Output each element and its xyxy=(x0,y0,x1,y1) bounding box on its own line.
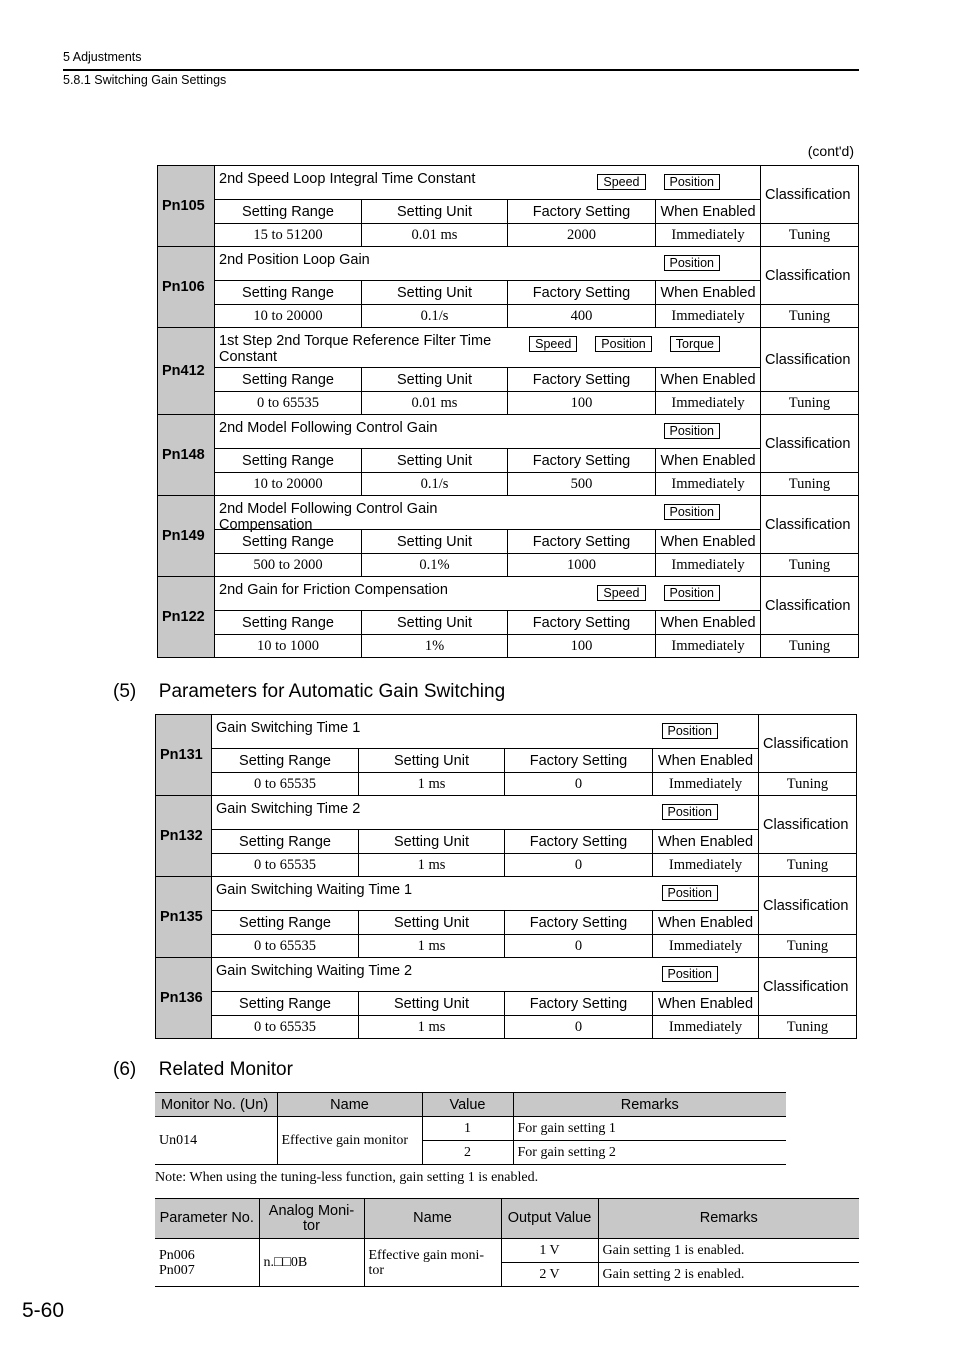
parameter-code: Pn105 xyxy=(158,166,215,247)
setting-range-header: Setting Range xyxy=(215,530,362,554)
parameter-title-cell xyxy=(215,166,761,200)
mode-tag-torque: Torque xyxy=(670,336,720,352)
when-enabled-header: When Enabled xyxy=(656,611,761,635)
analog-output-1: 1 V xyxy=(501,1239,598,1263)
mode-tags xyxy=(662,723,718,739)
setting-range-value: 10 to 20000 xyxy=(215,305,362,328)
setting-range-header: Setting Range xyxy=(215,281,362,305)
section-6-number: (6) xyxy=(113,1059,137,1080)
setting-unit-value: 1 ms xyxy=(359,854,505,877)
monitor-header-name: Name xyxy=(277,1093,422,1117)
parameter-code: Pn149 xyxy=(158,496,215,577)
classification-label: Classification xyxy=(759,715,857,773)
when-enabled-header: When Enabled xyxy=(656,368,761,392)
monitor-table xyxy=(155,1092,786,1165)
factory-setting-header: Factory Setting xyxy=(508,368,656,392)
parameter-title: 2nd Position Loop Gain xyxy=(219,252,370,268)
factory-setting-value: 0 xyxy=(505,1016,653,1039)
when-enabled-value: Immediately xyxy=(653,935,759,958)
factory-setting-value: 0 xyxy=(505,773,653,796)
classification-label: Classification xyxy=(759,796,857,854)
mode-tag-speed: Speed xyxy=(597,585,645,601)
factory-setting-value: 0 xyxy=(505,854,653,877)
parameter-title-cell xyxy=(215,328,761,368)
mode-tags xyxy=(662,966,718,982)
setting-range-value: 0 to 65535 xyxy=(212,773,359,796)
setting-unit-header: Setting Unit xyxy=(359,992,505,1016)
classification-label: Classification xyxy=(761,247,859,305)
classification-label: Classification xyxy=(761,496,859,554)
when-enabled-header: When Enabled xyxy=(656,281,761,305)
analog-header-name: Name xyxy=(364,1199,501,1239)
factory-setting-value: 1000 xyxy=(508,554,656,577)
setting-unit-value: 0.1/s xyxy=(362,305,508,328)
section-6-heading xyxy=(113,1059,293,1081)
factory-setting-value: 400 xyxy=(508,305,656,328)
setting-range-value: 10 to 20000 xyxy=(215,473,362,496)
parameter-title: Gain Switching Waiting Time 1 xyxy=(216,882,413,898)
mode-tag-position: Position xyxy=(664,504,720,520)
setting-range-value: 0 to 65535 xyxy=(212,1016,359,1039)
parameter-table-pn135 xyxy=(155,876,857,958)
analog-output-2: 2 V xyxy=(501,1263,598,1287)
monitor-no: Un014 xyxy=(155,1117,277,1165)
mode-tag-position: Position xyxy=(595,336,651,352)
when-enabled-value: Immediately xyxy=(656,473,761,496)
when-enabled-value: Immediately xyxy=(653,1016,759,1039)
setting-unit-value: 0.1/s xyxy=(362,473,508,496)
parameter-title-cell xyxy=(212,877,759,911)
mode-tag-position: Position xyxy=(664,255,720,271)
setting-unit-header: Setting Unit xyxy=(362,530,508,554)
parameter-table-pn106 xyxy=(157,246,859,328)
analog-header-monitor: Analog Moni- tor xyxy=(259,1199,364,1239)
setting-unit-value: 0.01 ms xyxy=(362,392,508,415)
section-header: 5.8.1 Switching Gain Settings xyxy=(63,73,227,87)
parameter-table-pn136 xyxy=(155,957,857,1039)
setting-unit-header: Setting Unit xyxy=(362,281,508,305)
parameter-table-pn105 xyxy=(157,165,859,247)
setting-unit-header: Setting Unit xyxy=(359,749,505,773)
section-6-title: Related Monitor xyxy=(158,1059,293,1080)
when-enabled-value: Immediately xyxy=(656,635,761,658)
factory-setting-header: Factory Setting xyxy=(508,530,656,554)
analog-header-remarks: Remarks xyxy=(598,1199,859,1239)
when-enabled-header: When Enabled xyxy=(653,992,759,1016)
setting-range-value: 10 to 1000 xyxy=(215,635,362,658)
factory-setting-header: Factory Setting xyxy=(505,992,653,1016)
mode-tag-speed: Speed xyxy=(529,336,577,352)
factory-setting-value: 100 xyxy=(508,635,656,658)
classification-label: Classification xyxy=(761,166,859,224)
parameter-table-pn122 xyxy=(157,576,859,658)
when-enabled-header: When Enabled xyxy=(656,449,761,473)
classification-value: Tuning xyxy=(761,473,859,496)
analog-monitor-table xyxy=(155,1198,859,1287)
factory-setting-header: Factory Setting xyxy=(505,911,653,935)
mode-tag-position: Position xyxy=(664,174,720,190)
parameter-title-cell xyxy=(212,958,759,992)
mode-tag-position: Position xyxy=(662,885,718,901)
parameter-code: Pn148 xyxy=(158,415,215,496)
mode-tag-position: Position xyxy=(662,966,718,982)
parameter-title: 2nd Model Following Control Gain Compensation xyxy=(219,501,438,533)
analog-param-numbers xyxy=(155,1239,259,1287)
monitor-header-remarks: Remarks xyxy=(513,1093,786,1117)
parameter-title-cell xyxy=(215,496,761,533)
factory-setting-header: Factory Setting xyxy=(505,749,653,773)
factory-setting-header: Factory Setting xyxy=(508,449,656,473)
classification-value: Tuning xyxy=(759,1016,857,1039)
when-enabled-value: Immediately xyxy=(653,854,759,877)
setting-unit-value: 1 ms xyxy=(359,935,505,958)
monitor-value-1: 1 xyxy=(422,1117,513,1141)
mode-tags xyxy=(662,804,718,820)
parameter-code: Pn135 xyxy=(156,877,212,958)
when-enabled-value: Immediately xyxy=(656,224,761,247)
setting-range-header: Setting Range xyxy=(212,830,359,854)
when-enabled-value: Immediately xyxy=(656,392,761,415)
parameter-title-cell xyxy=(212,715,759,749)
parameter-code: Pn412 xyxy=(158,328,215,415)
parameter-title: 1st Step 2nd Torque Reference Filter Time Constant xyxy=(219,333,492,365)
classification-label: Classification xyxy=(761,415,859,473)
when-enabled-value: Immediately xyxy=(653,773,759,796)
chapter-header: 5 Adjustments xyxy=(63,50,142,64)
setting-range-value: 0 to 65535 xyxy=(212,935,359,958)
parameter-code: Pn132 xyxy=(156,796,212,877)
classification-label: Classification xyxy=(761,577,859,635)
setting-range-header: Setting Range xyxy=(212,911,359,935)
mode-tags xyxy=(597,585,720,601)
factory-setting-value: 2000 xyxy=(508,224,656,247)
parameter-title: 2nd Model Following Control Gain xyxy=(219,420,438,436)
setting-unit-header: Setting Unit xyxy=(362,368,508,392)
header-rule xyxy=(63,69,859,71)
page-number: 5-60 xyxy=(22,1299,65,1322)
setting-unit-value: 0.1% xyxy=(362,554,508,577)
setting-range-header: Setting Range xyxy=(215,368,362,392)
factory-setting-value: 0 xyxy=(505,935,653,958)
setting-range-header: Setting Range xyxy=(215,611,362,635)
monitor-remark-1: For gain setting 1 xyxy=(513,1117,786,1141)
mode-tags xyxy=(529,336,720,352)
analog-code: n.□□0B xyxy=(259,1239,364,1287)
note-text: Note: When using the tuning-less function, gain setting 1 is enabled. xyxy=(155,1170,539,1185)
mode-tag-speed: Speed xyxy=(597,174,645,190)
mode-tag-position: Position xyxy=(662,804,718,820)
setting-unit-header: Setting Unit xyxy=(359,830,505,854)
mode-tags xyxy=(662,885,718,901)
parameter-title: Gain Switching Time 1 xyxy=(216,720,361,736)
setting-range-header: Setting Range xyxy=(215,200,362,224)
parameter-code: Pn106 xyxy=(158,247,215,328)
classification-label: Classification xyxy=(759,958,857,1016)
parameter-title-cell xyxy=(215,415,761,449)
setting-range-value: 0 to 65535 xyxy=(215,392,362,415)
monitor-header-value: Value xyxy=(422,1093,513,1117)
factory-setting-value: 100 xyxy=(508,392,656,415)
parameter-table-pn148 xyxy=(157,414,859,496)
analog-header-param: Parameter No. xyxy=(155,1199,259,1239)
when-enabled-header: When Enabled xyxy=(653,911,759,935)
analog-remark-1: Gain setting 1 is enabled. xyxy=(598,1239,859,1263)
factory-setting-header: Factory Setting xyxy=(508,281,656,305)
setting-unit-header: Setting Unit xyxy=(362,611,508,635)
setting-unit-value: 1% xyxy=(362,635,508,658)
parameter-title-cell xyxy=(215,577,761,611)
setting-range-value: 0 to 65535 xyxy=(212,854,359,877)
parameter-title-cell xyxy=(215,247,761,281)
classification-value: Tuning xyxy=(761,554,859,577)
classification-label: Classification xyxy=(761,328,859,392)
mode-tag-position: Position xyxy=(662,723,718,739)
parameter-code: Pn136 xyxy=(156,958,212,1039)
parameter-tables-top xyxy=(157,165,859,658)
section-5-heading xyxy=(113,681,505,703)
parameter-table-pn132 xyxy=(155,795,857,877)
analog-header-output: Output Value xyxy=(501,1199,598,1239)
setting-range-value: 500 to 2000 xyxy=(215,554,362,577)
when-enabled-header: When Enabled xyxy=(653,830,759,854)
factory-setting-header: Factory Setting xyxy=(508,200,656,224)
parameter-title: 2nd Gain for Friction Compensation xyxy=(219,582,448,598)
factory-setting-header: Factory Setting xyxy=(508,611,656,635)
parameter-tables-auto xyxy=(155,714,857,1039)
classification-value: Tuning xyxy=(761,305,859,328)
setting-unit-header: Setting Unit xyxy=(359,911,505,935)
classification-value: Tuning xyxy=(759,773,857,796)
mode-tag-position: Position xyxy=(664,423,720,439)
mode-tags xyxy=(597,174,720,190)
setting-unit-value: 0.01 ms xyxy=(362,224,508,247)
parameter-code: Pn122 xyxy=(158,577,215,658)
parameter-title: Gain Switching Time 2 xyxy=(216,801,361,817)
mode-tags xyxy=(664,504,720,520)
classification-value: Tuning xyxy=(761,392,859,415)
parameter-title-cell xyxy=(212,796,759,830)
parameter-table-pn412 xyxy=(157,327,859,415)
classification-label: Classification xyxy=(759,877,857,935)
setting-range-value: 15 to 51200 xyxy=(215,224,362,247)
monitor-value-2: 2 xyxy=(422,1141,513,1165)
classification-value: Tuning xyxy=(759,854,857,877)
monitor-header-no: Monitor No. (Un) xyxy=(155,1093,277,1117)
when-enabled-value: Immediately xyxy=(656,305,761,328)
classification-value: Tuning xyxy=(761,224,859,247)
parameter-table-pn131 xyxy=(155,714,857,796)
classification-value: Tuning xyxy=(759,935,857,958)
when-enabled-value: Immediately xyxy=(656,554,761,577)
parameter-title: 2nd Speed Loop Integral Time Constant xyxy=(219,171,476,187)
classification-value: Tuning xyxy=(761,635,859,658)
setting-unit-header: Setting Unit xyxy=(362,449,508,473)
when-enabled-header: When Enabled xyxy=(656,200,761,224)
monitor-name: Effective gain monitor xyxy=(277,1117,422,1165)
mode-tags xyxy=(664,255,720,271)
mode-tags xyxy=(664,423,720,439)
continued-label: (cont'd) xyxy=(807,143,854,159)
analog-name: Effective gain moni- tor xyxy=(364,1239,501,1287)
parameter-title: Gain Switching Waiting Time 2 xyxy=(216,963,413,979)
parameter-table-pn149 xyxy=(157,495,859,577)
setting-unit-header: Setting Unit xyxy=(362,200,508,224)
analog-remark-2: Gain setting 2 is enabled. xyxy=(598,1263,859,1287)
factory-setting-header: Factory Setting xyxy=(505,830,653,854)
setting-range-header: Setting Range xyxy=(215,449,362,473)
factory-setting-value: 500 xyxy=(508,473,656,496)
section-5-title: Parameters for Automatic Gain Switching xyxy=(158,681,506,702)
setting-range-header: Setting Range xyxy=(212,749,359,773)
setting-unit-value: 1 ms xyxy=(359,773,505,796)
setting-unit-value: 1 ms xyxy=(359,1016,505,1039)
section-5-number: (5) xyxy=(113,681,137,702)
monitor-remark-2: For gain setting 2 xyxy=(513,1141,786,1165)
parameter-code: Pn131 xyxy=(156,715,212,796)
analog-param-pn007: Pn007 xyxy=(159,1262,195,1278)
analog-param-pn006: Pn006 xyxy=(159,1247,195,1263)
setting-range-header: Setting Range xyxy=(212,992,359,1016)
mode-tag-position: Position xyxy=(664,585,720,601)
when-enabled-header: When Enabled xyxy=(656,530,761,554)
when-enabled-header: When Enabled xyxy=(653,749,759,773)
